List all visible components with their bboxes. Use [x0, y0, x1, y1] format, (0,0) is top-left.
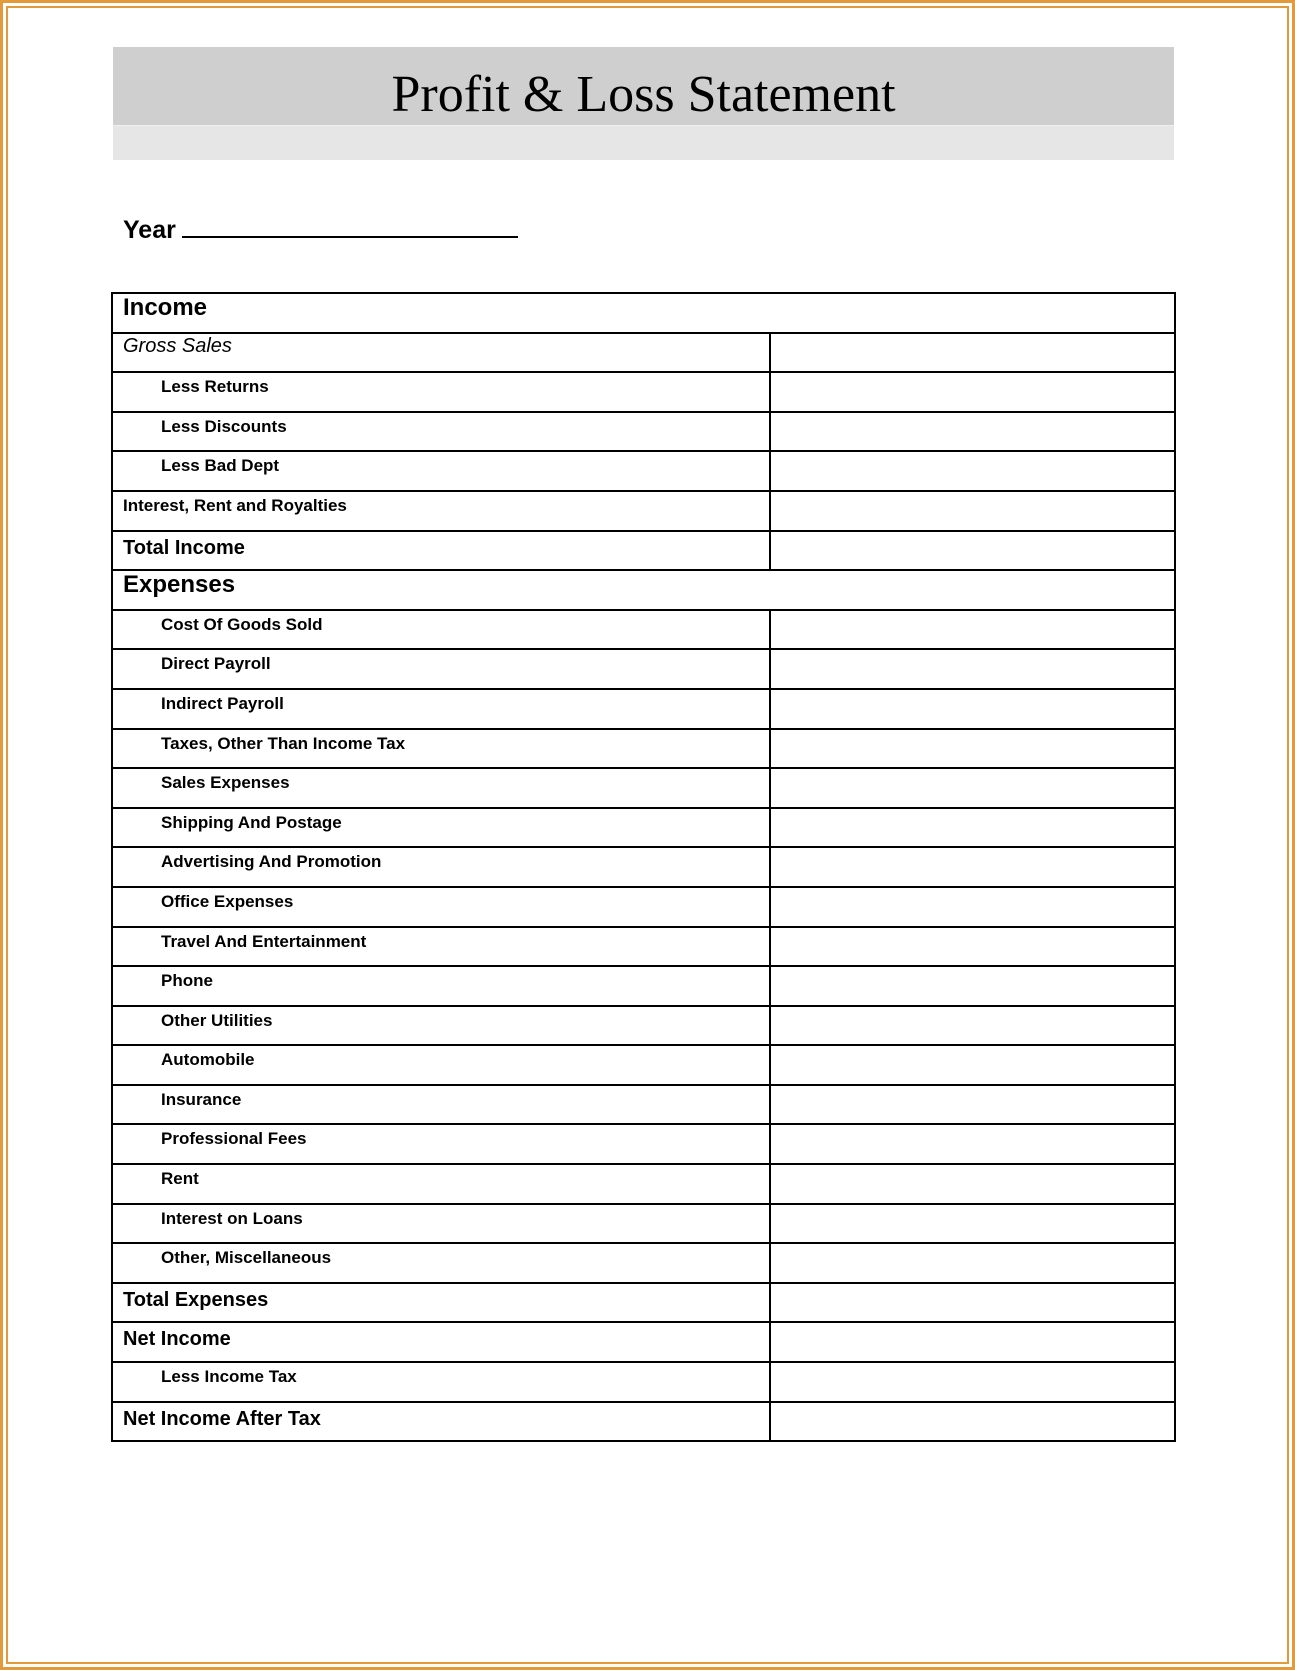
row-label: Taxes, Other Than Income Tax — [161, 733, 406, 753]
net-income-row — [112, 1322, 1175, 1362]
total-income-label: Total Income — [123, 536, 245, 559]
amount-cell[interactable] — [770, 689, 1175, 729]
year-field-row — [123, 214, 518, 245]
amount-cell[interactable] — [770, 927, 1175, 967]
row-label: Office Expenses — [161, 891, 294, 911]
row-label: Sales Expenses — [161, 773, 290, 793]
table-row — [112, 333, 1175, 373]
row-label: Less Returns — [161, 377, 269, 397]
table-row — [112, 1085, 1175, 1125]
table-row — [112, 1006, 1175, 1046]
row-label: Interest on Loans — [161, 1208, 303, 1228]
amount-cell[interactable] — [770, 1204, 1175, 1244]
table-row — [112, 372, 1175, 412]
net-income-amount-cell[interactable] — [770, 1322, 1175, 1362]
year-label: Year — [123, 216, 176, 244]
amount-cell[interactable] — [770, 1045, 1175, 1085]
amount-cell[interactable] — [770, 451, 1175, 491]
table-row — [112, 451, 1175, 491]
less-income-tax-amount-cell[interactable] — [770, 1362, 1175, 1402]
table-row — [112, 412, 1175, 452]
row-label: Professional Fees — [161, 1129, 307, 1149]
table-row — [112, 1204, 1175, 1244]
amount-cell[interactable] — [770, 768, 1175, 808]
amount-cell[interactable] — [770, 1124, 1175, 1164]
table-row — [112, 768, 1175, 808]
row-label: Rent — [161, 1169, 199, 1189]
table-row — [112, 847, 1175, 887]
amount-cell[interactable] — [770, 372, 1175, 412]
row-label: Shipping And Postage — [161, 812, 342, 832]
total-income-amount-cell[interactable] — [770, 531, 1175, 571]
amount-cell[interactable] — [770, 1164, 1175, 1204]
amount-cell[interactable] — [770, 412, 1175, 452]
income-heading: Income — [123, 294, 208, 321]
table-row — [112, 1045, 1175, 1085]
amount-cell[interactable] — [770, 1006, 1175, 1046]
table-row — [112, 649, 1175, 689]
row-label: Gross Sales — [123, 334, 232, 357]
year-input-line[interactable] — [182, 214, 518, 238]
row-label: Cost Of Goods Sold — [161, 614, 323, 634]
less-income-tax-label: Less Income Tax — [161, 1367, 297, 1387]
table-row — [112, 927, 1175, 967]
row-label: Indirect Payroll — [161, 693, 284, 713]
row-label: Interest, Rent and Royalties — [123, 495, 347, 515]
page-title: Profit & Loss Statement — [391, 66, 896, 123]
row-label: Phone — [161, 971, 213, 991]
amount-cell[interactable] — [770, 610, 1175, 650]
table-row — [112, 610, 1175, 650]
table-row — [112, 1124, 1175, 1164]
row-label: Direct Payroll — [161, 654, 271, 674]
amount-cell[interactable] — [770, 649, 1175, 689]
less-income-tax-row — [112, 1362, 1175, 1402]
row-label: Other, Miscellaneous — [161, 1248, 332, 1268]
section-header-income — [112, 293, 1175, 333]
profit-loss-table — [111, 292, 1176, 1442]
net-income-label: Net Income — [123, 1328, 231, 1351]
amount-cell[interactable] — [770, 966, 1175, 1006]
amount-cell[interactable] — [770, 1085, 1175, 1125]
total-expenses-amount-cell[interactable] — [770, 1283, 1175, 1323]
row-label: Automobile — [161, 1050, 255, 1070]
total-expenses-row — [112, 1283, 1175, 1323]
title-banner — [113, 47, 1174, 160]
total-income-row — [112, 531, 1175, 571]
section-header-expenses — [112, 570, 1175, 610]
table-row — [112, 689, 1175, 729]
amount-cell[interactable] — [770, 808, 1175, 848]
table-row — [112, 1243, 1175, 1283]
table-row — [112, 491, 1175, 531]
expenses-heading: Expenses — [123, 571, 236, 599]
amount-cell[interactable] — [770, 887, 1175, 927]
net-income-after-tax-row — [112, 1402, 1175, 1442]
row-label: Less Discounts — [161, 416, 287, 436]
amount-cell[interactable] — [770, 1243, 1175, 1283]
amount-cell[interactable] — [770, 847, 1175, 887]
table-row — [112, 729, 1175, 769]
table-row — [112, 887, 1175, 927]
row-label: Less Bad Dept — [161, 456, 280, 476]
net-income-after-tax-label: Net Income After Tax — [123, 1407, 321, 1430]
row-label: Travel And Entertainment — [161, 931, 367, 951]
row-label: Other Utilities — [161, 1010, 273, 1030]
net-income-after-tax-amount-cell[interactable] — [770, 1402, 1175, 1442]
row-label: Insurance — [161, 1089, 242, 1109]
total-expenses-label: Total Expenses — [123, 1288, 269, 1311]
table-row — [112, 966, 1175, 1006]
row-label: Advertising And Promotion — [161, 852, 382, 872]
amount-cell[interactable] — [770, 333, 1175, 373]
amount-cell[interactable] — [770, 491, 1175, 531]
table-row — [112, 1164, 1175, 1204]
amount-cell[interactable] — [770, 729, 1175, 769]
table-row — [112, 808, 1175, 848]
